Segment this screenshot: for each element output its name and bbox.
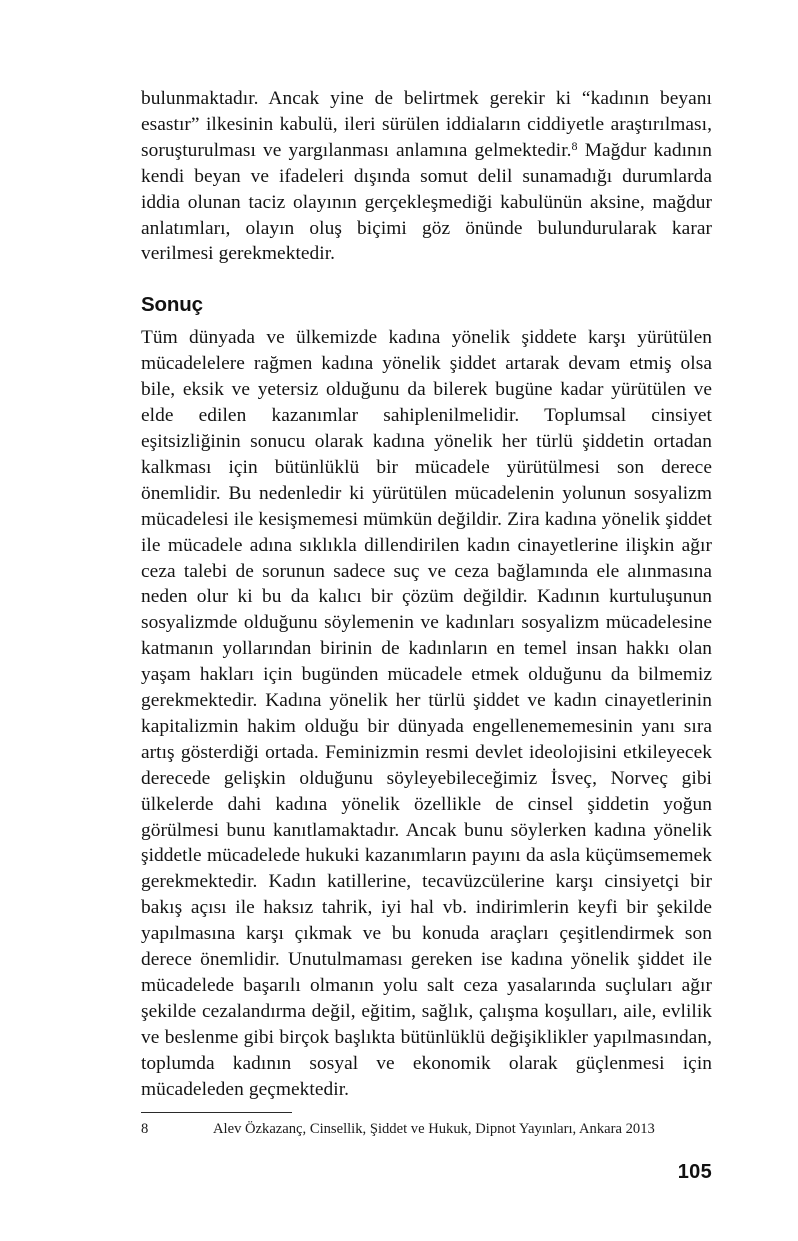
footnote-marker: 8 [571,139,578,154]
footnote-entry [141,1120,712,1139]
spacer-after-heading [141,317,712,325]
section-heading-sonuc: Sonuç [141,293,203,317]
footnote-number: 8 [141,1121,149,1137]
paragraph-text-before-footnote: bulunmaktadır. Ancak yine de belirtmek gerekir ki “kadının beyanı esastır” ilkesinin kabulü, ileri sürülen iddiaların ciddiyetle araştırılması, soruşturulması ve yargılanması anlamına gelmektedir. [141,88,712,161]
page-content-column [141,86,712,1103]
page-number: 105 [677,1161,712,1183]
footnote-separator-rule [141,1112,292,1113]
paragraph-text-after-footnote: Mağdur kadının kendi beyan ve ifadeleri dışında somut delil sunamadığı durumlarda iddia olunan taciz olayının gerçekleşmediği kabulünün aksine, mağdur anlatımları, olayın oluş biçimi göz önünde bulundurularak karar verilmesi gerekmektedir. [141,139,712,265]
paragraph-continuation [141,86,712,267]
footnote-citation-text: Alev Özkazanç, Cinsellik, Şiddet ve Hukuk, Dipnot Yayınları, Ankara 2013 [213,1121,655,1137]
spacer-before-heading [141,267,712,293]
paragraph-conclusion: Tüm dünyada ve ülkemizde kadına yönelik şiddete karşı yürütülen mücadelelere rağmen kadına yönelik şiddet artarak devam etmiş olsa bile, eksik ve yetersiz olduğunu da bilerek bugüne kadar yürütülen ve elde edilen kazanımlar sahiplenilmelidir. Toplumsal cinsiyet eşitsizliğinin sonucu olarak kadına yönelik her türlü şiddetin ortadan kalkması için bütünlüklü bir mücadele yürütülmesi son derece önemlidir. Bu nedenledir ki yürütülen mücadelenin yolunun sosyalizm mücadelesi ile kesişmemesi mümkün değildir. Zira kadına yönelik şiddet ile mücadele adına sıklıkla dillendirilen kadın cinayetlerine ilişkin ağır ceza talebi de sorunun sadece suç ve ceza bağlamında ele alınmasına neden olur ki bu da kalıcı bir çözüm değildir. Kadının kurtuluşunun sosyalizmde olduğunu söylemenin ve kadınları sosyalizm mücadelesine katmanın yollarından birinin de kadınların en temel insan hakkı olan yaşam hakları için bugünden mücadele etmek olduğunu da bilmemiz gerekmektedir. Kadına yönelik her türlü şiddet ve kadın cinayetlerinin kapitalizmin hakim olduğu bir dünyada engellenememesinin yanı sıra artış gösterdiği ortada. Feminizmin resmi devlet ideolojisini etkileyecek derecede gelişkin olduğunu söyleyebileceğimiz İsveç, Norveç gibi ülkelerde dahi kadına yönelik özellikle de cinsel şiddetin yoğun görülmesi bunu kanıtlamaktadır. Ancak bunu söylerken kadına yönelik şiddetle mücadelede hukuki kazanımların payını da asla küçümsememek gerekmektedir. Kadın katillerine, tecavüzcülerine karşı cinsiyetçi bir bakış açısı ile haksız tahrik, iyi hal vb. indirimlerin keyfi bir şekilde yapılmasına karşı çıkmak ve bu konuda araçları çeşitlendirmek son derece önemlidir. Unutulmaması gereken ise kadına yönelik şiddet ile mücadelede başarılı olmanın yolu salt ceza yasalarında suçluları ağır şekilde cezalandırma değil, eğitim, sağlık, çalışma koşulları, aile, evlilik ve beslenme gibi birçok başlıkta bütünlüklü değişiklikler yapılmasından, toplumda kadının sosyal ve ekonomik olarak güçlenmesi için mücadeleden geçmektedir. [141,327,712,1100]
footnote-block [141,1112,712,1139]
